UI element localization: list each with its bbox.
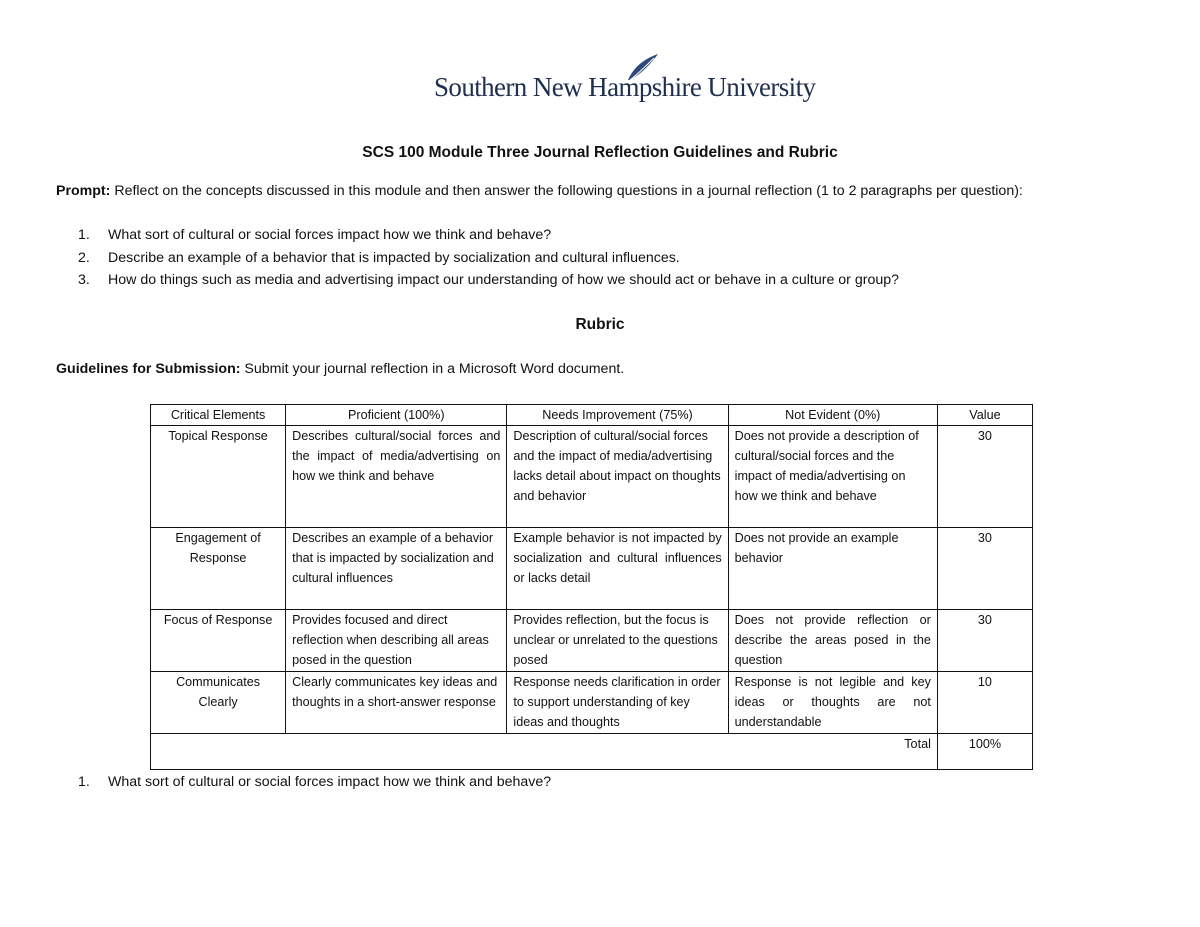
proficient-cell: Provides focused and direct reflection when describing all areas posed in the question: [286, 610, 507, 672]
question-text: Describe an example of a behavior that is impacted by socialization and cultural influences.: [108, 249, 680, 266]
value-cell: 10: [937, 672, 1032, 734]
not-evident-cell: Does not provide an example behavior: [728, 528, 937, 610]
needs-improvement-cell: Provides reflection, but the focus is unclear or unrelated to the questions posed: [507, 610, 728, 672]
not-evident-cell: Does not provide a description of cultural/social forces and the impact of media/advertising on how we think and behave: [728, 426, 937, 528]
total-value: 100%: [937, 734, 1032, 770]
prompt-paragraph: [56, 183, 1023, 199]
answer-question-heading: [56, 774, 551, 790]
column-header-value: Value: [937, 405, 1032, 426]
question-number: 1.: [78, 227, 90, 243]
table-header-row: [151, 405, 1033, 426]
table-row: [151, 426, 1033, 528]
list-item: [56, 227, 899, 250]
total-label: Total: [151, 734, 938, 770]
value-cell: 30: [937, 610, 1032, 672]
needs-improvement-cell: Response needs clarification in order to support understanding of key ideas and thoughts: [507, 672, 728, 734]
guidelines-label: Guidelines for Submission:: [56, 361, 241, 377]
not-evident-cell: Response is not legible and key ideas or thoughts are not understandable: [728, 672, 937, 734]
proficient-cell: Describes cultural/social forces and the impact of media/advertising on how we think and behave: [286, 426, 507, 528]
column-header-needs-improvement: Needs Improvement (75%): [507, 405, 728, 426]
logo-wordmark: Southern New Hampshire University: [434, 72, 816, 102]
critical-element-cell: Communicates Clearly: [151, 672, 286, 734]
guidelines-paragraph: [56, 361, 624, 377]
document-title: SCS 100 Module Three Journal Reflection Guidelines and Rubric: [362, 144, 838, 161]
needs-improvement-cell: Example behavior is not impacted by socialization and cultural influences or lacks detail: [507, 528, 728, 610]
university-logo: [434, 52, 816, 104]
list-item: [56, 250, 899, 273]
value-cell: 30: [937, 426, 1032, 528]
list-item: [56, 272, 899, 295]
not-evident-cell: Does not provide reflection or describe the areas posed in the question: [728, 610, 937, 672]
proficient-cell: Clearly communicates key ideas and thoughts in a short-answer response: [286, 672, 507, 734]
critical-element-cell: Focus of Response: [151, 610, 286, 672]
column-header-proficient: Proficient (100%): [286, 405, 507, 426]
question-text: What sort of cultural or social forces impact how we think and behave?: [108, 227, 552, 243]
rubric-heading: Rubric: [575, 316, 625, 333]
critical-element-cell: Engagement of Response: [151, 528, 286, 610]
value-cell: 30: [937, 528, 1032, 610]
question-number: 3.: [78, 272, 90, 288]
question-number: 1.: [78, 774, 90, 790]
question-text: What sort of cultural or social forces impact how we think and behave?: [108, 774, 552, 790]
prompt-text: Reflect on the concepts discussed in this module and then answer the following questions in a journal reflection (1 to 2 paragraphs per question):: [110, 183, 1023, 199]
question-number: 2.: [78, 249, 90, 266]
column-header-critical-elements: Critical Elements: [151, 405, 286, 426]
prompt-label: Prompt:: [56, 183, 111, 199]
critical-element-cell: Topical Response: [151, 426, 286, 528]
rubric-table: [150, 404, 1033, 770]
guidelines-text: Submit your journal reflection in a Microsoft Word document.: [240, 361, 625, 377]
column-header-not-evident: Not Evident (0%): [728, 405, 937, 426]
table-row: [151, 528, 1033, 610]
table-row: [151, 672, 1033, 734]
question-list: [56, 227, 899, 295]
table-row: [151, 610, 1033, 672]
table-total-row: [151, 734, 1033, 770]
proficient-cell: Describes an example of a behavior that is impacted by socialization and cultural influences: [286, 528, 507, 610]
needs-improvement-cell: Description of cultural/social forces and the impact of media/advertising lacks detail about impact on thoughts and behavior: [507, 426, 728, 528]
question-text: How do things such as media and advertising impact our understanding of how we should act or behave in a culture or group?: [108, 272, 900, 288]
